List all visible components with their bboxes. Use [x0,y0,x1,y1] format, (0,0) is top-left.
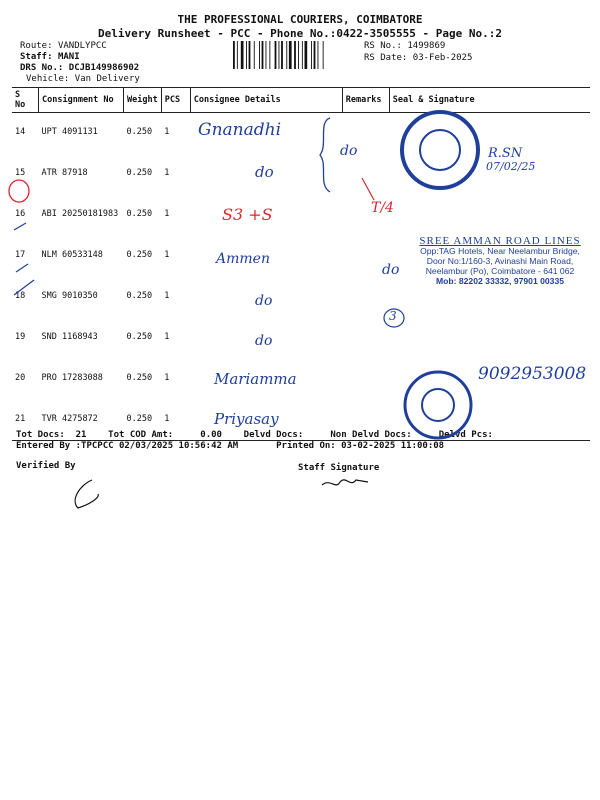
handwritten-name-1: Gnanadhi [198,120,282,140]
cell-sno: 14 [15,127,26,137]
col-seal: Seal & Signature [389,88,590,113]
rs-no-value: 1499869 [407,41,446,51]
staff-label: Staff: [20,52,53,62]
cell-consignment: SMG 9010350 [41,290,98,301]
non-delvd-docs-label: Non Delvd Docs: [330,430,412,440]
cell-pcs: 1 [164,127,170,137]
cell-weight: 0.250 [126,290,153,301]
red-slash-mark [362,178,374,200]
cell-sno: 20 [15,372,26,383]
rs-no-label: RS No.: [364,41,402,51]
runsheet-subtitle: Delivery Runsheet - PCC - Phone No.:0422-3505555 - Page No.:2 [98,27,502,40]
cell-weight: 0.250 [126,127,153,137]
tot-docs-value: 21 [75,430,87,440]
cell-weight: 0.250 [126,331,153,342]
col-consignee: Consignee Details [190,88,342,113]
cell-weight: 0.250 [126,249,153,260]
col-remarks: Remarks [342,88,389,113]
drs-value: DCJB149986902 [68,63,140,73]
col-weight: Weight [124,88,162,113]
handwritten-name-4: Ammen [216,251,270,267]
cell-pcs: 1 [164,290,170,301]
tot-cod-value: 0.00 [200,430,222,440]
staff-signature-label: Staff Signature [298,463,380,473]
cell-weight: 0.250 [126,167,153,178]
verified-by-label: Verified By [16,461,76,471]
round-stamp-top [402,112,478,188]
tick-mark [14,223,26,230]
handwritten-remark-2: T/4 [371,200,394,216]
route-label: Route: [20,41,53,51]
cell-pcs: 1 [161,400,190,441]
cell-sno: 15 [15,167,26,178]
cell-sno: 19 [15,331,26,342]
handwritten-signature: R.SN [488,146,523,161]
verified-signature [75,480,98,508]
col-sno: S No [12,88,39,113]
cell-sno: 21 [12,400,39,441]
tick-mark [16,264,28,272]
cell-pcs: 1 [164,331,170,342]
rs-date-value: 03-Feb-2025 [412,53,473,63]
staff-signature [322,480,368,485]
col-pcs: PCS [161,88,190,113]
stamp-line-1: SREE AMMAN ROAD LINES [419,235,581,247]
delvd-docs-label: Delvd Docs: [243,430,304,440]
handwritten-remark-3: do [382,262,400,278]
cell-weight: 0.250 [126,372,153,383]
round-stamp-bottom [405,372,471,438]
vehicle-label: Vehicle: [26,74,70,84]
handwritten-remark-1: do [340,143,358,159]
cell-pcs: 1 [164,208,170,219]
printed-on: Printed On: 03-02-2025 11:00:08 [276,441,445,451]
stamp-line-5: Mob: 82202 33332, 97901 00335 [435,276,565,286]
cell-sno: 16 [15,208,26,219]
stamp-line-3: Door No:1/160-3, Avinashi Main Road, [426,256,574,266]
cell-weight: 0.250 [124,400,162,441]
handwritten-name-5: do [255,293,273,309]
red-circle-mark [9,180,29,202]
cell-sno: 17 [15,249,26,260]
col-consignment: Consignment No [39,88,124,113]
cell-sno: 18 [15,290,26,301]
handwritten-name-2: do [255,163,274,181]
vehicle-value: Van Delivery [74,74,140,84]
company-title: THE PROFESSIONAL COURIERS, COIMBATORE [177,13,423,26]
cell-consignment: NLM 60533148 [41,249,103,260]
handwritten-remark-4: 3 [389,309,397,323]
route-value: VANDLYPCC [57,41,107,51]
rs-date-label: RS Date: [364,53,408,63]
delvd-pcs-label: Delvd Pcs: [438,430,493,440]
tick-mark [14,280,34,295]
cell-consignment: TVR 4275872 [39,400,124,441]
cell-consignment: PRO 17283088 [41,372,103,383]
stamp-line-2: Opp:TAG Hotels, Near Neelambur Bridge, [420,246,580,256]
cell-pcs: 1 [164,167,170,178]
cell-consignment: SND 1168943 [41,331,98,342]
handwritten-name-7: Mariamma [214,370,297,388]
brace-mark [320,118,330,192]
handwritten-date: 07/02/25 [486,160,536,173]
cell-pcs: 1 [164,249,170,260]
round-stamp-bottom-inner [422,389,454,421]
handwritten-phone: 9092953008 [478,364,587,384]
round-stamp-inner [420,130,460,170]
tot-cod-label: Tot COD Amt: [108,430,174,440]
cell-consignment: UPT 4091131 [41,127,98,137]
cell-weight: 0.250 [126,208,153,219]
stamp-line-4: Neelambur (Po), Coimbatore - 641 062 [425,266,575,276]
entered-by: Entered By :TPCPCC 02/03/2025 10:56:42 AM [16,441,239,451]
handwritten-name-6: do [255,333,273,349]
handwritten-name-3: S3 +S [222,205,273,224]
cell-consignment: ATR 87918 [41,167,88,178]
handwritten-name-8: Priyasay [214,410,279,428]
drs-label: DRS No.: [20,63,64,73]
cell-pcs: 1 [164,372,170,383]
cell-consignment: ABI 20250181983 [41,208,119,219]
address-stamp [412,236,588,296]
staff-value: MANI [57,52,80,62]
tot-docs-label: Tot Docs: [16,430,65,440]
